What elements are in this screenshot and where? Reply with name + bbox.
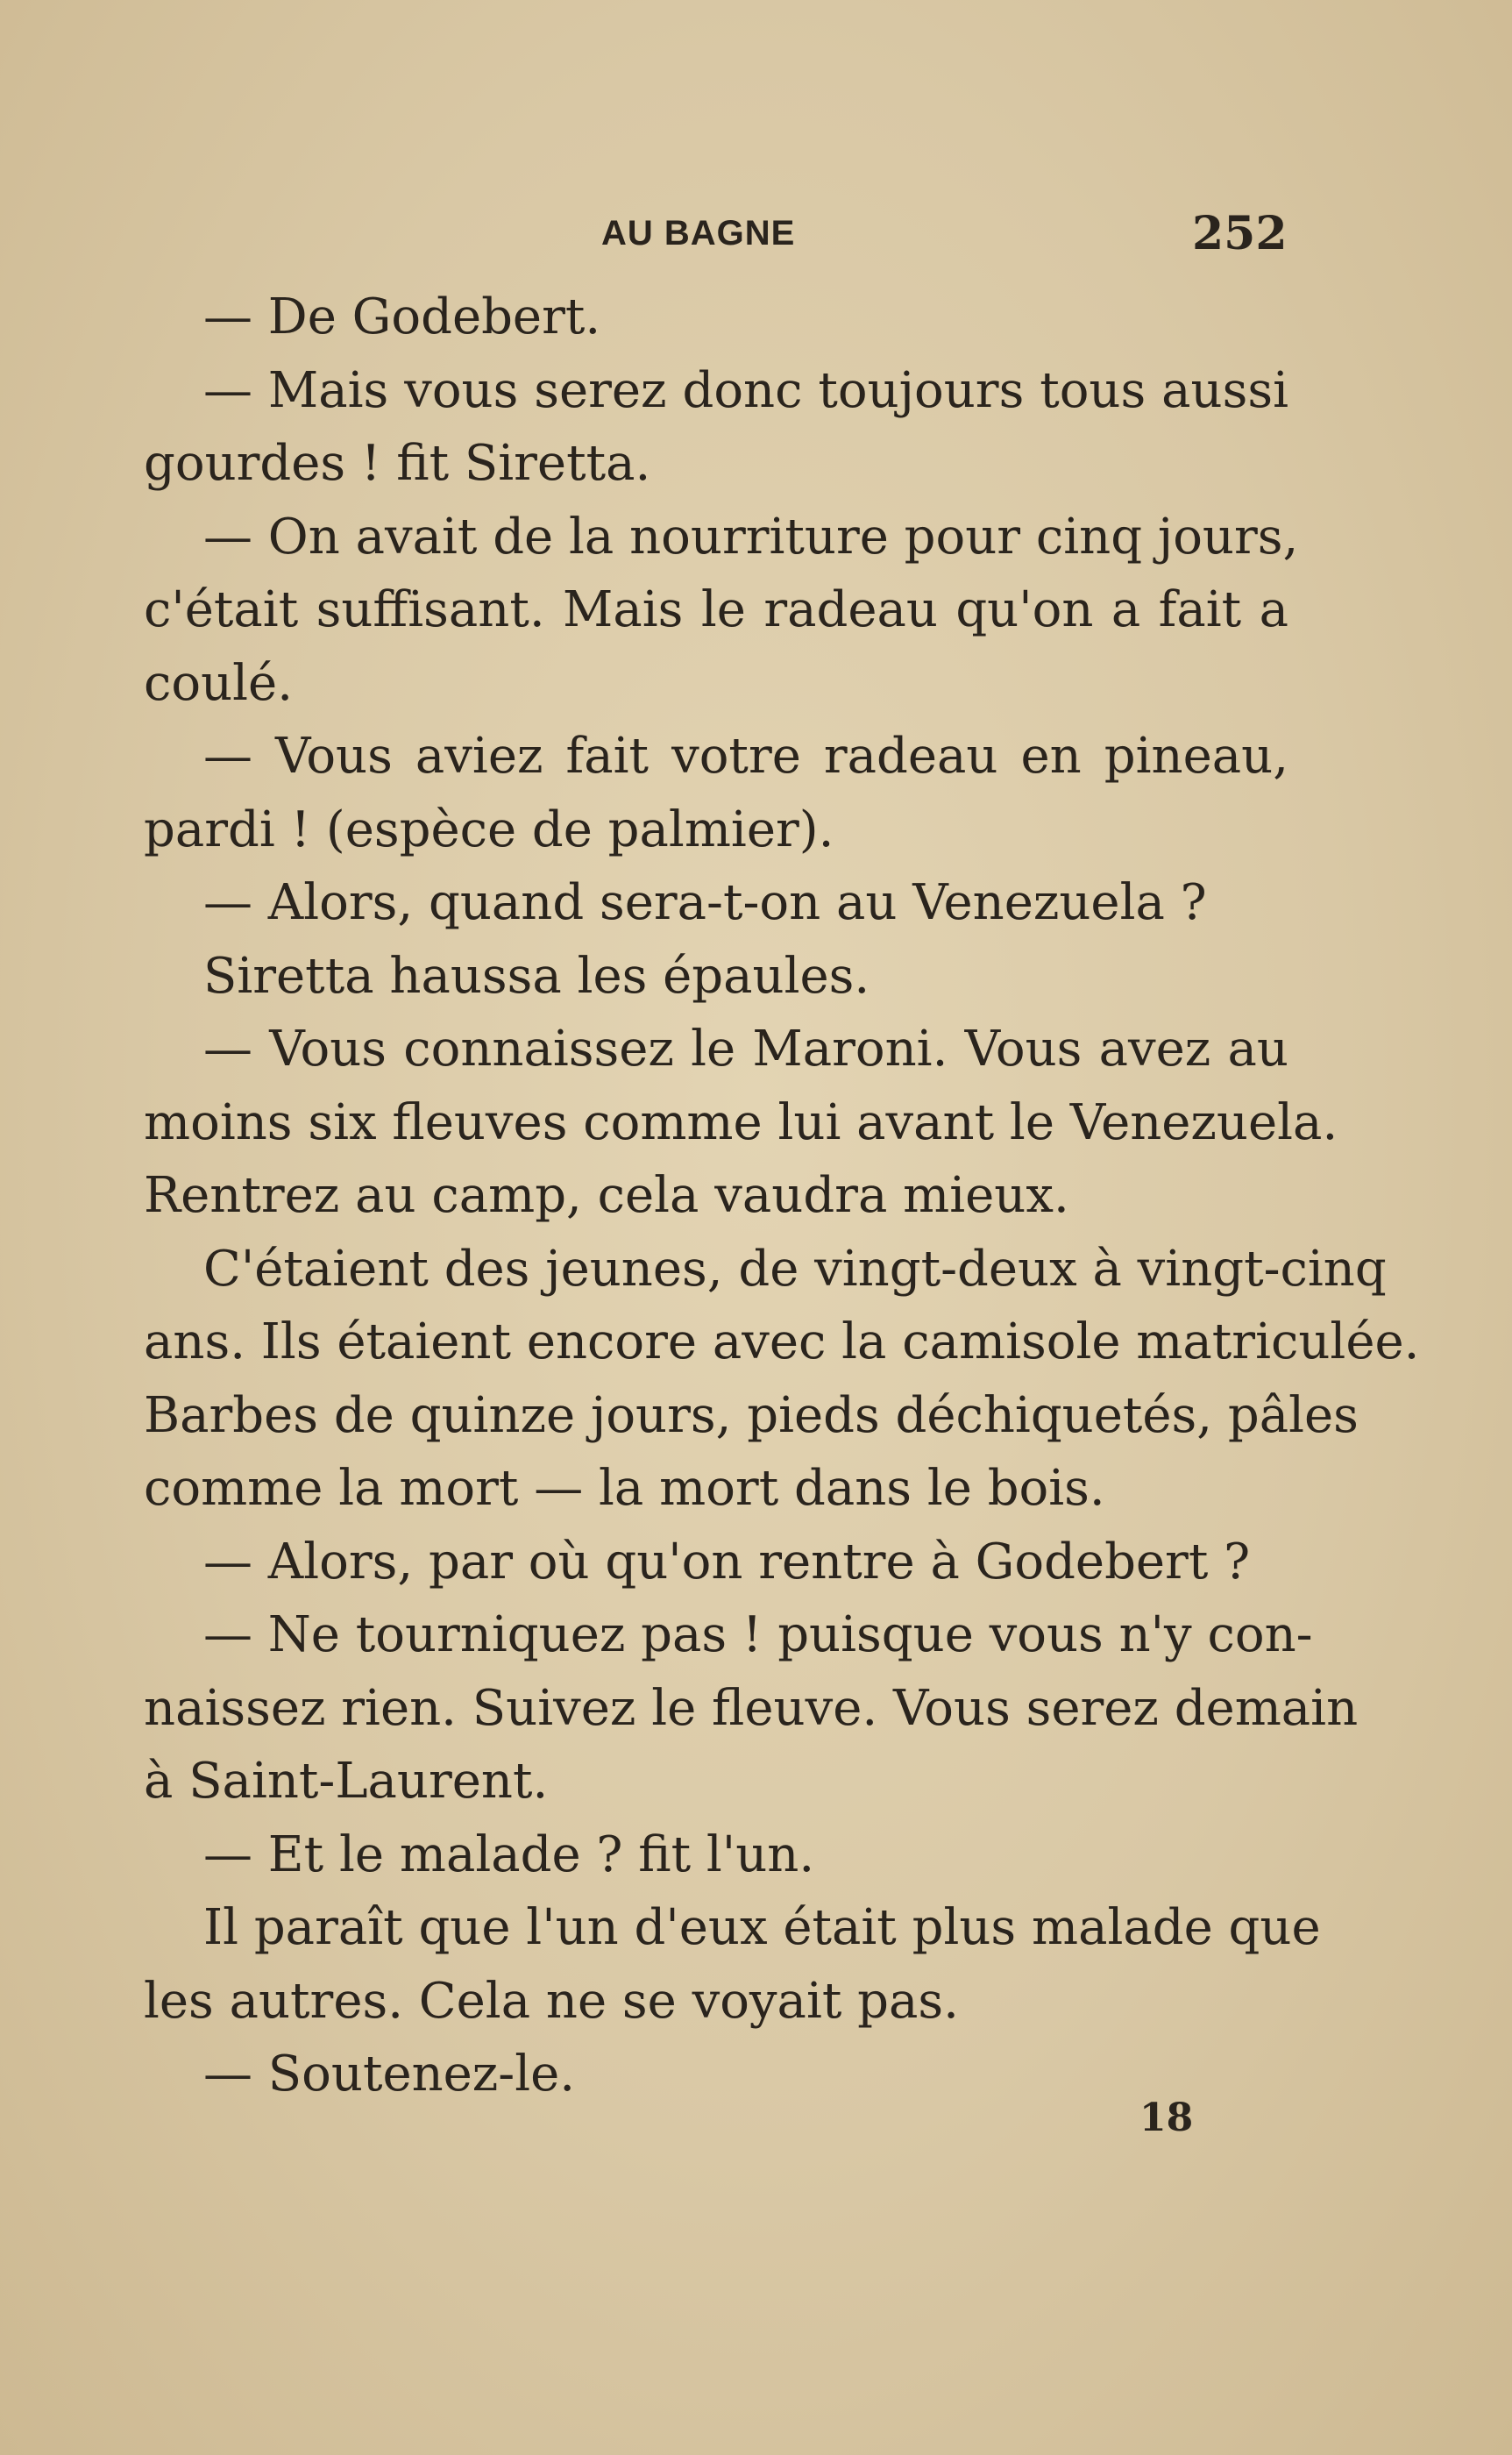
text-line: Siretta haussa les épaules. <box>203 947 870 1005</box>
text-line: — Vous aviez fait votre radeau en pineau, <box>203 728 1288 785</box>
page-number: 252 <box>1192 207 1288 260</box>
text-line: coulé. <box>144 654 293 712</box>
signature-mark: 18 <box>1139 2096 1194 2140</box>
text-line: Barbes de quinze jours, pieds déchiquetés, pâles <box>144 1386 1359 1444</box>
text-line: moins six fleuves comme lui avant le Venezuela. <box>144 1093 1338 1151</box>
page-header <box>0 203 1512 265</box>
text-line: — On avait de la nourriture pour cinq jours, <box>203 508 1299 566</box>
text-line: Rentrez au camp, cela vaudra mieux. <box>144 1167 1069 1224</box>
text-line: — Alors, quand sera-t-on au Venezuela ? <box>203 874 1207 931</box>
text-line: gourdes ! fit Siretta. <box>144 435 651 492</box>
text-line: naissez rien. Suivez le fleuve. Vous serez demain <box>144 1679 1359 1737</box>
text-line: à Saint-Laurent. <box>144 1753 549 1810</box>
running-head: AU BAGNE <box>601 214 796 253</box>
body-text <box>144 281 1420 2111</box>
text-line: c'était suffisant. Mais le radeau qu'on a fait a <box>144 581 1288 638</box>
text-line: Il paraît que l'un d'eux était plus malade que <box>203 1899 1321 1956</box>
text-line: — Ne tourniquez pas ! puisque vous n'y con- <box>203 1606 1313 1663</box>
text-line: — Alors, par où qu'on rentre à Godebert ? <box>203 1533 1251 1590</box>
text-line: C'étaient des jeunes, de vingt-deux à vingt-cinq <box>203 1240 1387 1298</box>
text-line: les autres. Cela ne se voyait pas. <box>144 1972 959 2030</box>
text-line: — De Godebert. <box>203 288 601 345</box>
text-line: ans. Ils étaient encore avec la camisole matriculée. <box>144 1313 1420 1370</box>
text-line: — Vous connaissez le Maroni. Vous avez au <box>203 1021 1288 1078</box>
text-line: — Soutenez-le. <box>203 2046 576 2103</box>
text-line: pardi ! (espèce de palmier). <box>144 801 834 858</box>
text-line: — Et le malade ? fit l'un. <box>203 1825 815 1883</box>
text-line: — Mais vous serez donc toujours tous aussi <box>203 361 1288 419</box>
text-line: comme la mort — la mort dans le bois. <box>144 1460 1105 1517</box>
